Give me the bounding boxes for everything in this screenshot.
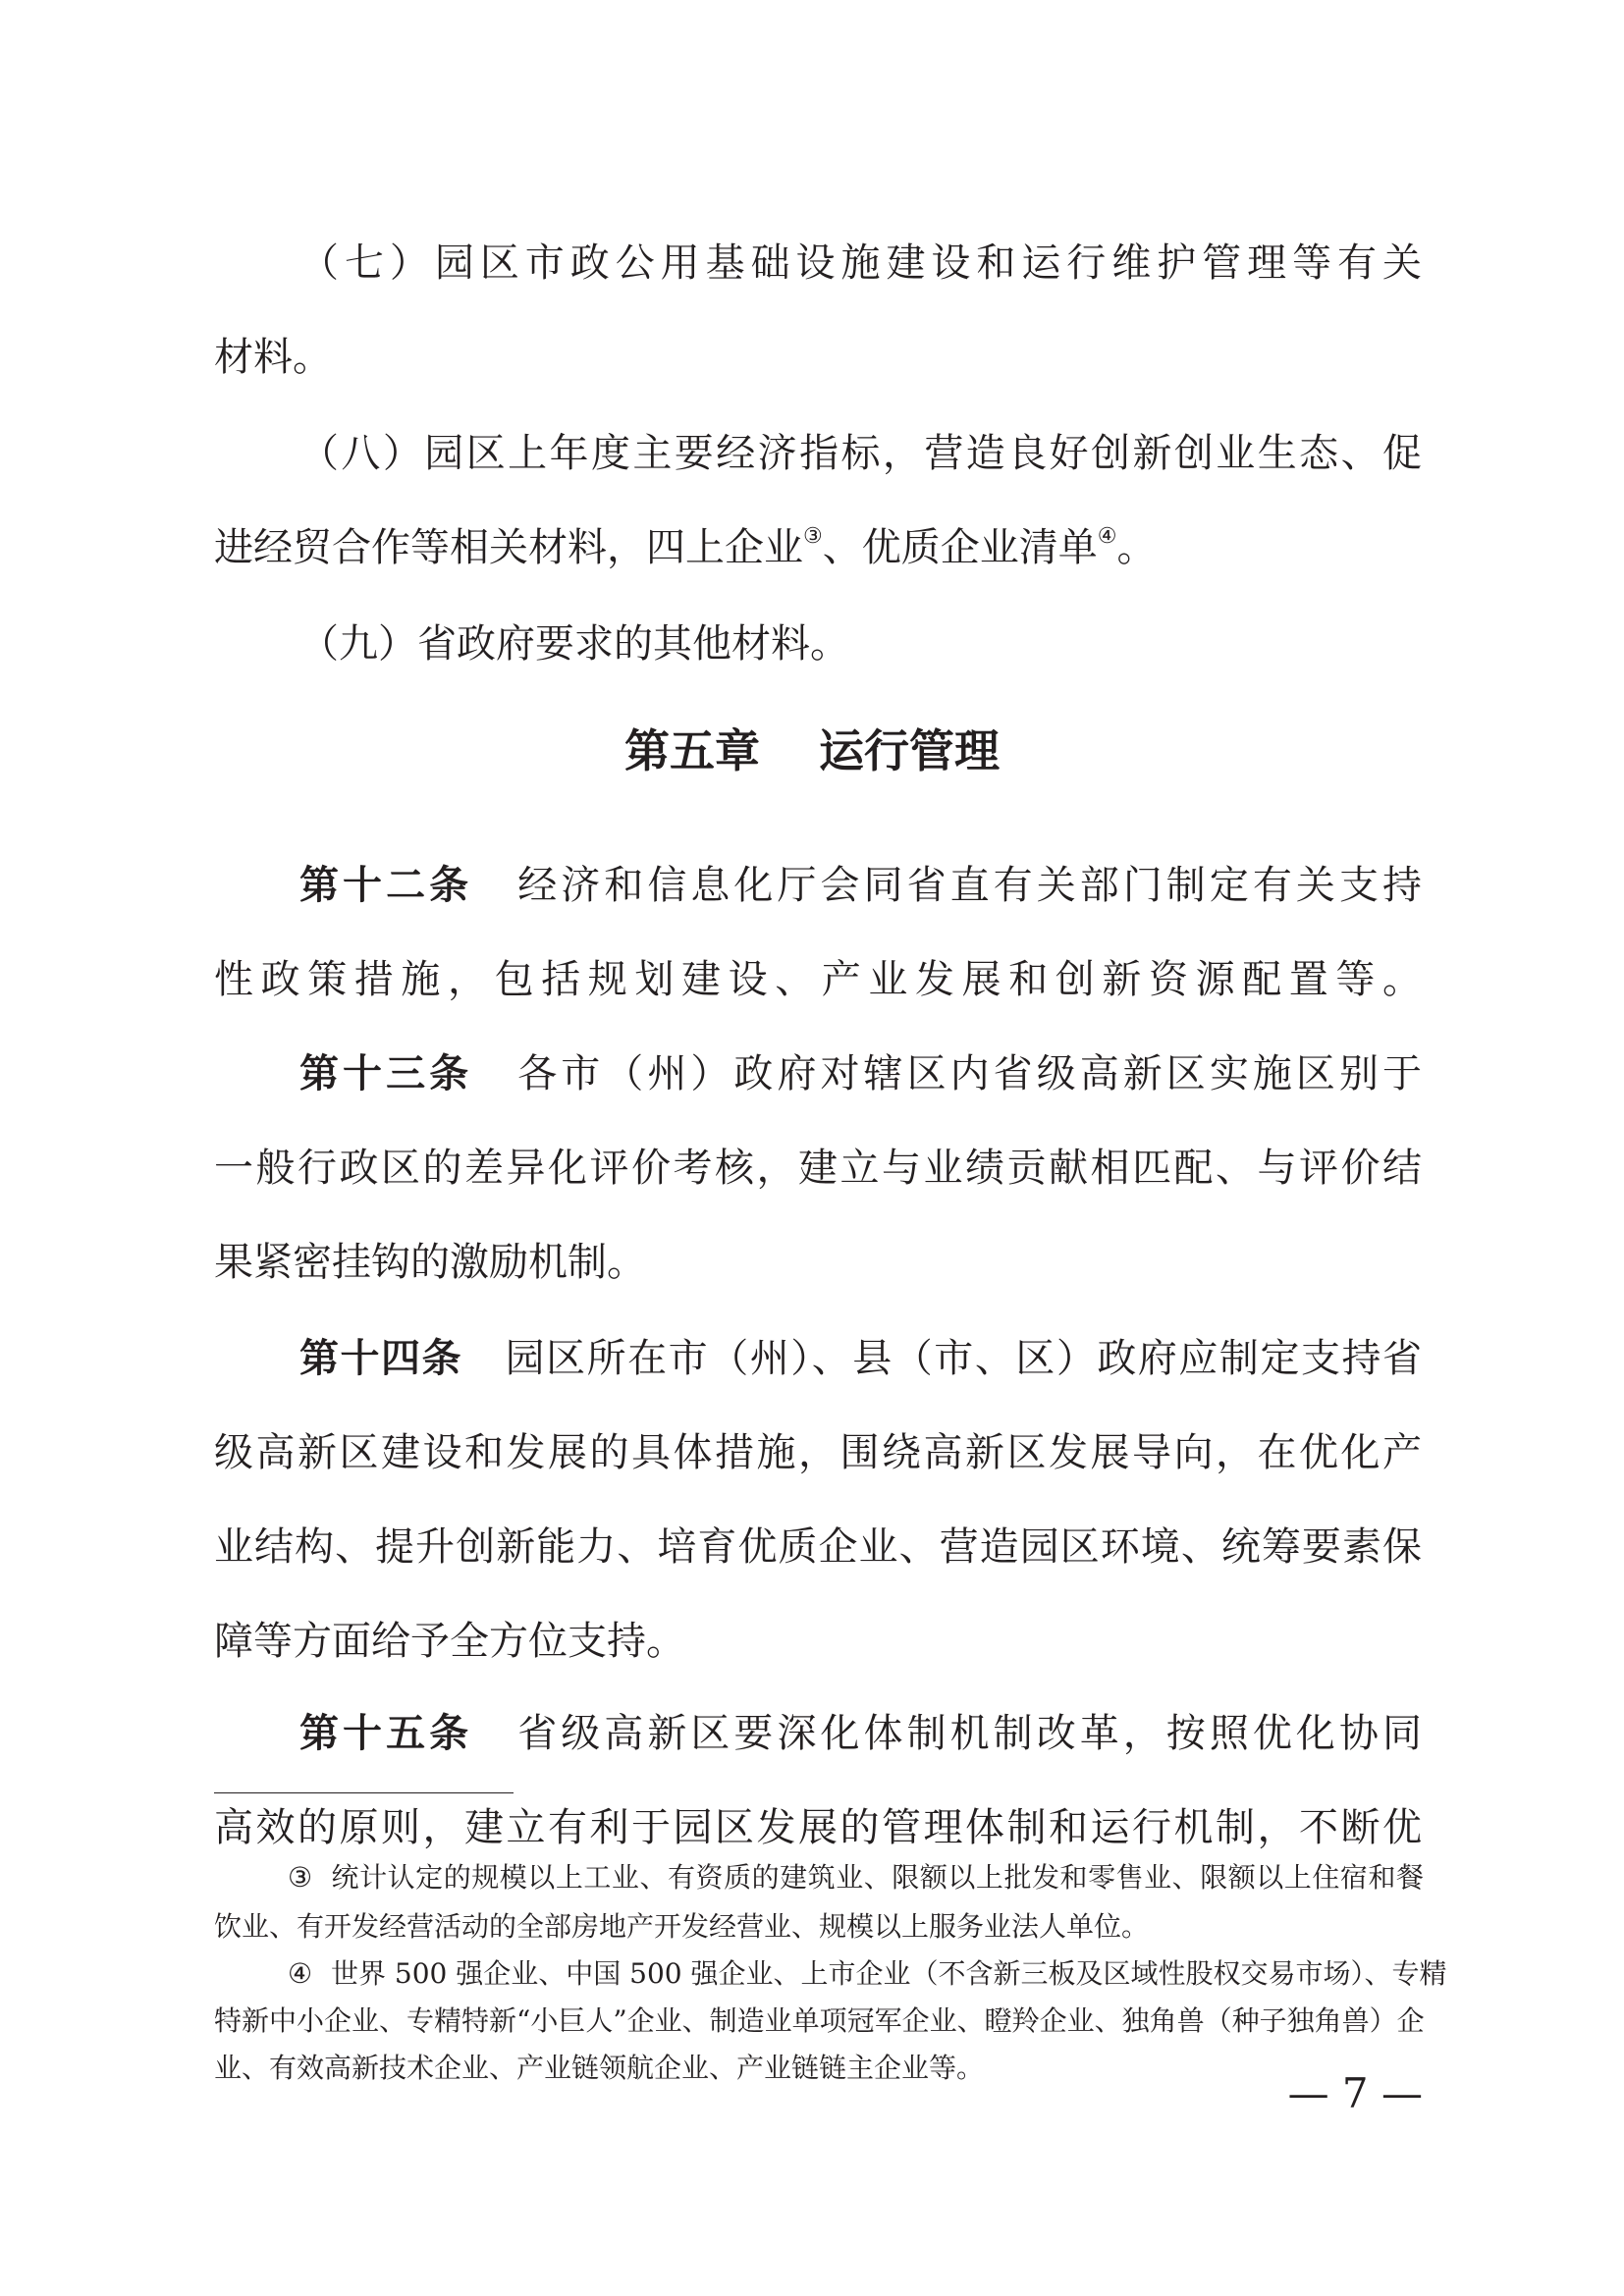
article-14-text-1: 园区所在市（州）、县（市、区）政府应制定支持省 — [504, 1336, 1423, 1381]
article-13-text-1: 各市（州）政府对辖区内省级高新区实施区别于 — [514, 1051, 1423, 1096]
item-7-line-2: 材料。 — [214, 335, 332, 380]
chapter-heading — [0, 724, 1624, 777]
item-8-line-2-suffix: 。 — [1116, 525, 1157, 570]
footnote-3-line-1 — [288, 1861, 1424, 1894]
footnote-4-text-1: 世界 500 强企业、中国 500 强企业、上市企业（不含新三板及区域性股权交易市场）、专精 — [331, 1957, 1447, 1990]
item-8-line-2-middle: 、优质企业清单 — [822, 525, 1098, 570]
item-8-line-2-prefix: 进经贸合作等相关材料，四上企业 — [214, 525, 803, 570]
article-15-line-1 — [299, 1711, 1423, 1756]
item-9-line-1: （九）省政府要求的其他材料。 — [299, 621, 849, 667]
article-14-line-2: 级高新区建设和发展的具体措施，围绕高新区发展导向，在优化产 — [214, 1430, 1422, 1475]
article-13-label: 第十三条 — [299, 1051, 473, 1096]
article-12-text-1: 经济和信息化厅会同省直有关部门制定有关支持 — [514, 863, 1423, 908]
item-8-line-1: （八）园区上年度主要经济指标，营造良好创新创业生态、促 — [299, 431, 1422, 476]
footnote-3-line-2: 饮业、有开发经营活动的全部房地产开发经营业、规模以上服务业法人单位。 — [214, 1910, 1150, 1943]
article-13-line-1 — [299, 1051, 1423, 1096]
footnote-3-mark: ③ — [288, 1861, 313, 1894]
footnote-3-text-1: 统计认定的规模以上工业、有资质的建筑业、限额以上批发和零售业、限额以上住宿和餐 — [331, 1861, 1424, 1894]
page-number: — 7 — — [1287, 2069, 1423, 2117]
article-15-text-1: 省级高新区要深化体制机制改革，按照优化协同 — [514, 1711, 1423, 1756]
item-7-line-1: （七）园区市政公用基础设施建设和运行维护管理等有关 — [299, 240, 1422, 286]
item-8-line-2 — [214, 524, 1422, 570]
article-14-line-3: 业结构、提升创新能力、培育优质企业、营造园区环境、统筹要素保 — [214, 1524, 1422, 1570]
article-14-label: 第十四条 — [299, 1336, 463, 1381]
footnote-reference-4: ④ — [1097, 524, 1117, 549]
footnote-4-mark: ④ — [288, 1957, 313, 1990]
article-15-line-2: 高效的原则，建立有利于园区发展的管理体制和运行机制，不断优 — [214, 1805, 1422, 1850]
chapter-title: 运行管理 — [819, 724, 1000, 777]
footnote-4-line-1 — [288, 1957, 1447, 1990]
chapter-number: 第五章 — [624, 724, 760, 777]
article-14-line-1 — [299, 1336, 1423, 1381]
article-13-line-3: 果紧密挂钩的激励机制。 — [214, 1240, 646, 1285]
footnote-4-line-3: 业、有效高新技术企业、产业链领航企业、产业链链主企业等。 — [214, 2052, 985, 2084]
article-12-label: 第十二条 — [299, 863, 473, 908]
footnote-4-line-2: 特新中小企业、专精特新“小巨人”企业、制造业单项冠军企业、瞪羚企业、独角兽（种子独角兽）企 — [214, 2004, 1425, 2037]
article-14-line-4: 障等方面给予全方位支持。 — [214, 1619, 685, 1664]
footnote-separator — [214, 1792, 514, 1793]
article-13-line-2: 一般行政区的差异化评价考核，建立与业绩贡献相匹配、与评价结 — [214, 1146, 1422, 1191]
footnote-reference-3: ③ — [803, 524, 823, 549]
article-12-line-1 — [299, 863, 1423, 908]
article-15-label: 第十五条 — [299, 1711, 473, 1756]
article-12-line-2: 性政策措施，包括规划建设、产业发展和创新资源配置等。 — [214, 957, 1422, 1002]
